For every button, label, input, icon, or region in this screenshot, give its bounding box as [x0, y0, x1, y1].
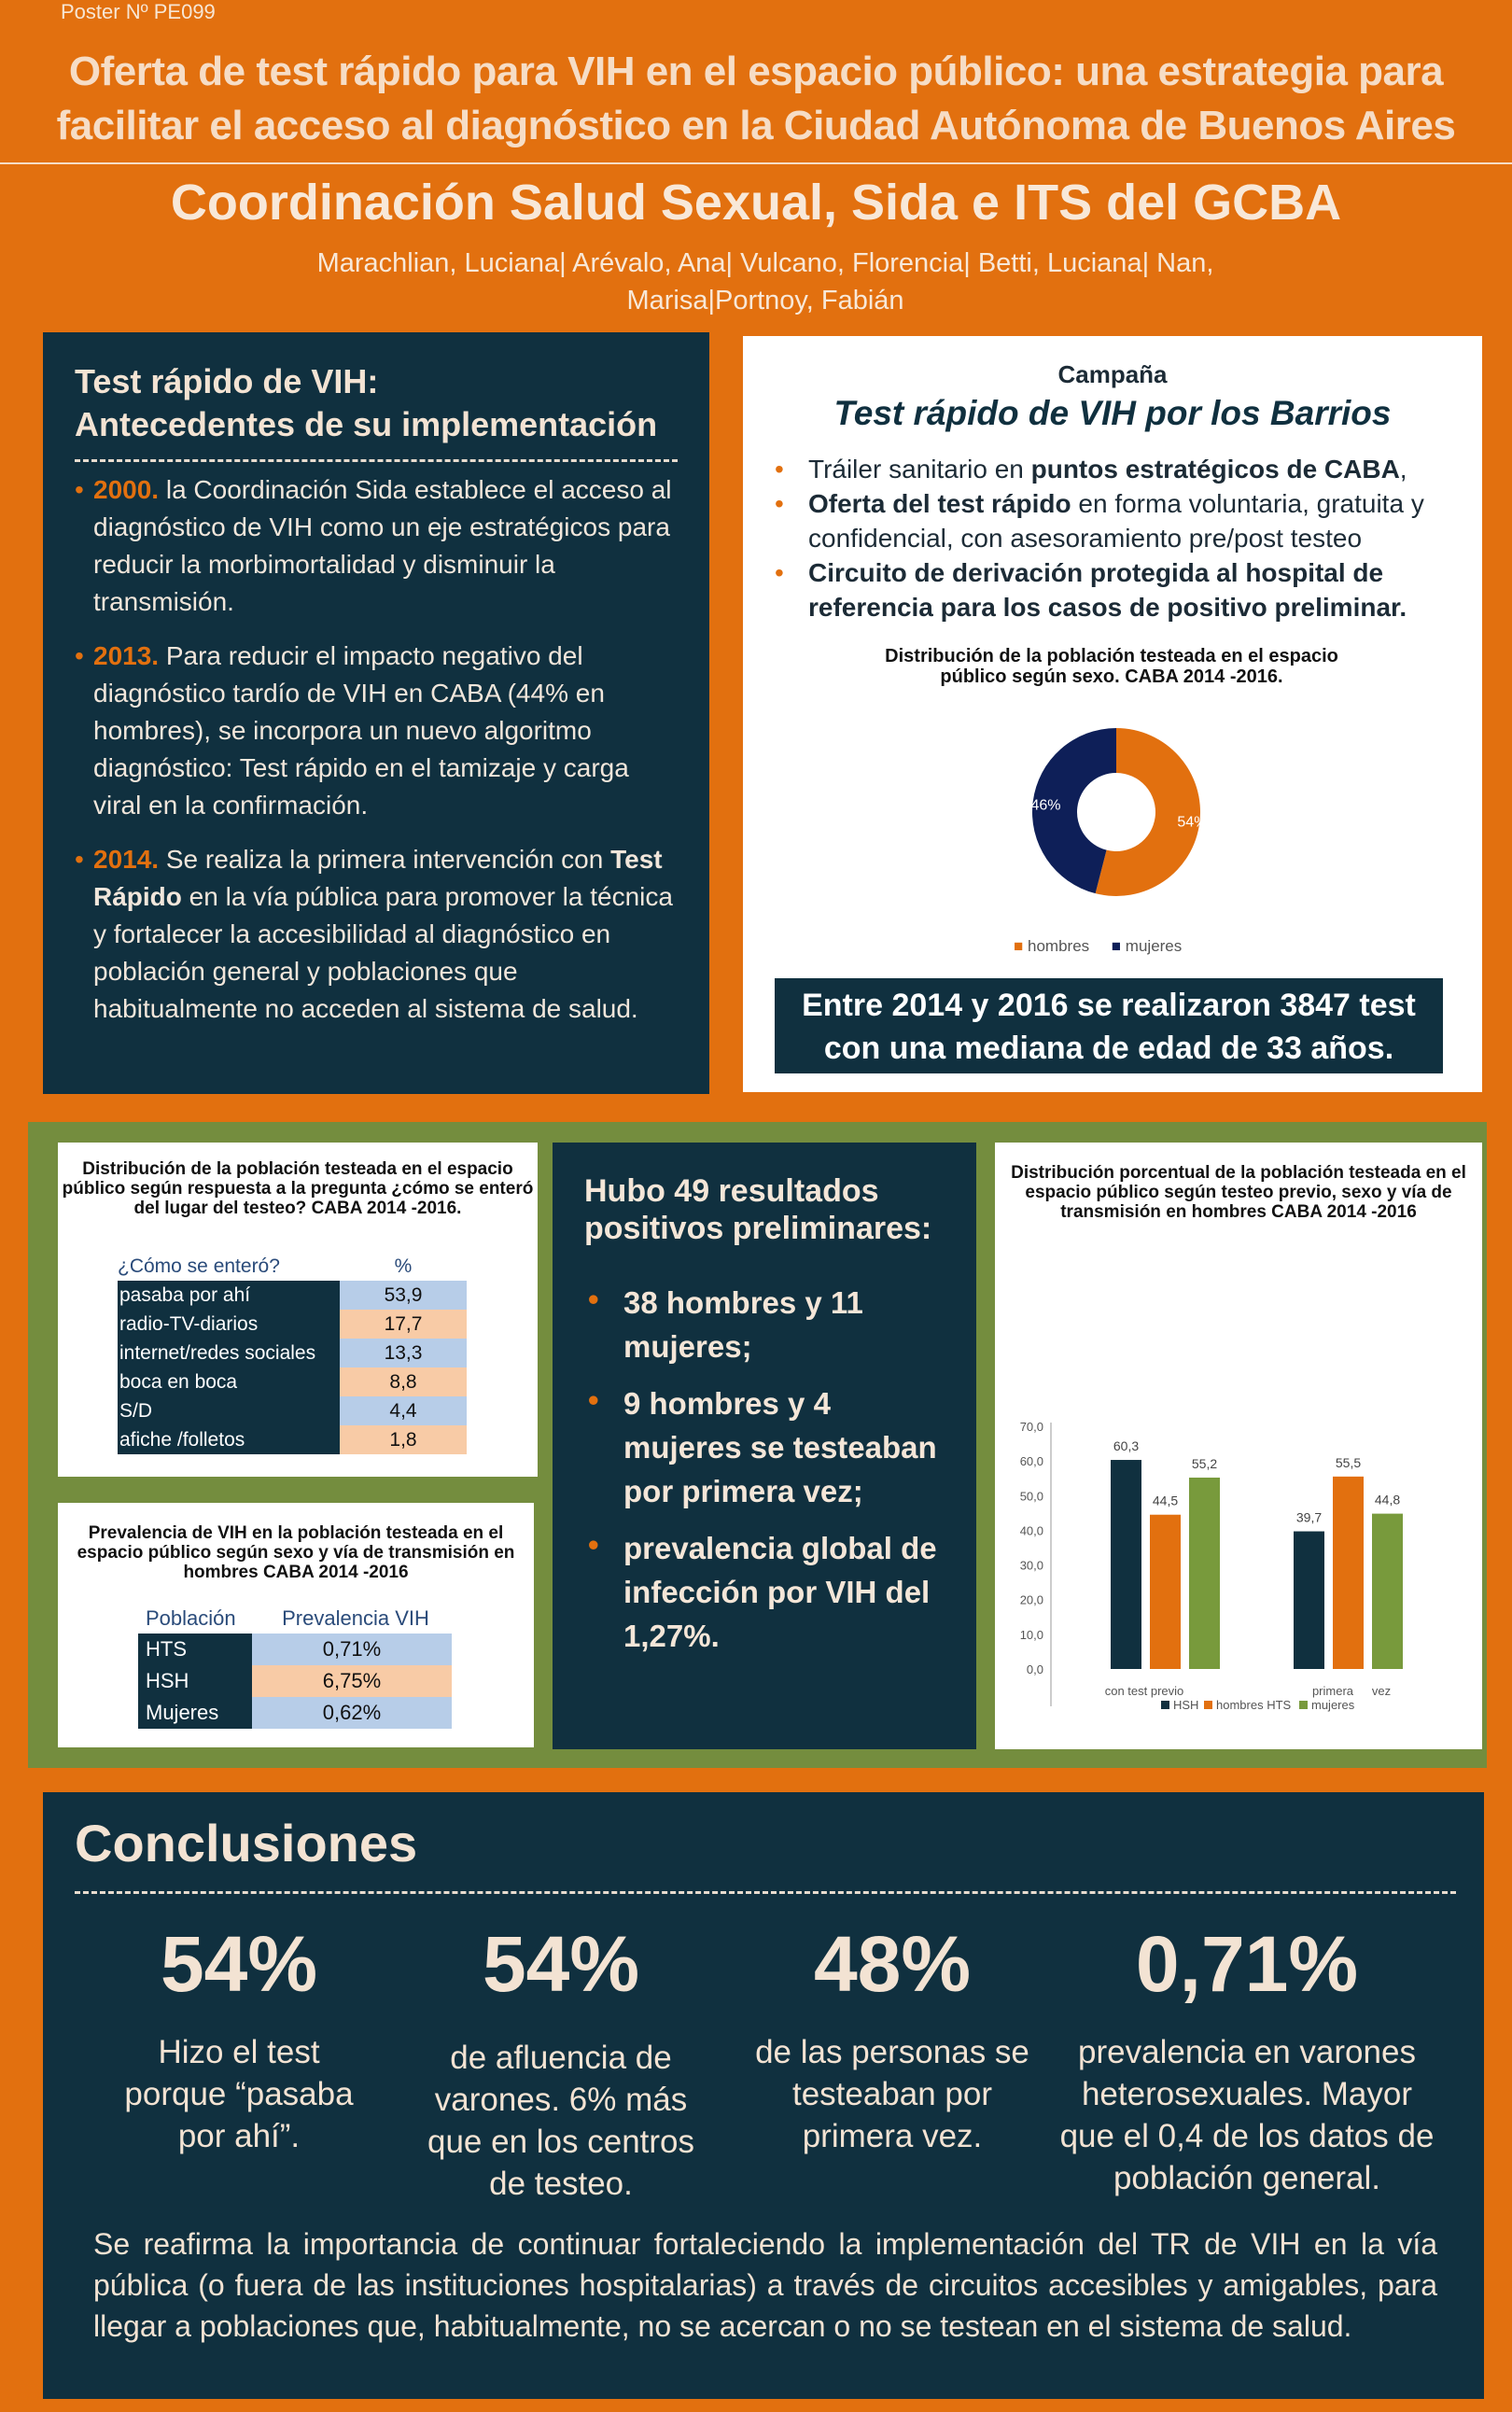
- antecedente-year: 2013.: [93, 641, 160, 670]
- legend-label: hombres HTS: [1216, 1698, 1292, 1712]
- stat-value: 0,71%: [1135, 1920, 1359, 2008]
- x-category-label: vez: [1371, 1684, 1392, 1698]
- campana-panel: [743, 336, 1482, 1092]
- stat-block: [80, 1919, 398, 2157]
- table-row: [118, 1310, 467, 1339]
- table-cell-value: 53,9: [340, 1281, 467, 1310]
- stat-value: 54%: [482, 1920, 640, 2008]
- bar-data-label: 39,7: [1295, 1509, 1323, 1525]
- donut-label-hombres: 54%: [1177, 814, 1208, 831]
- bar-HSH-1: [1294, 1532, 1324, 1669]
- antecedente-year: 2014.: [93, 845, 160, 874]
- donut-legend: [1014, 937, 1238, 956]
- table-cell-label: HTS: [138, 1634, 252, 1665]
- legend-swatch: [1161, 1701, 1169, 1709]
- legend-swatch-mujeres: ■: [1111, 937, 1122, 955]
- antecedentes-title: [75, 360, 678, 446]
- positivos-item: • 38 hombres y 11 mujeres;: [584, 1281, 948, 1368]
- bar-chart-panel: [995, 1143, 1482, 1749]
- table-cell-value: 17,7: [340, 1310, 467, 1339]
- antecedente-text: en la vía pública para promover la técnica y fortalecer la accesibilidad al diagnóstico en población general y poblaciones que habitualmente no acceden al sistema de salud.: [93, 882, 673, 1023]
- prevalencia-panel: [58, 1503, 534, 1747]
- bar-hombres-HTS-1: [1333, 1477, 1364, 1669]
- table-cell-label: Mujeres: [138, 1697, 252, 1729]
- antecedente-text: Para reducir el impacto negativo del diagnóstico tardío de VIH en CABA (44% en hombres), se incorpora un nuevo algoritmo diagnóstico: Test rápido en el tamizaje y carga viral en la confirmación.: [93, 641, 629, 820]
- table-row: [118, 1281, 467, 1310]
- antecedente-text: la Coordinación Sida establece el acceso al diagnóstico de VIH como un eje estratégicos para reducir la morbimortalidad y disminuir la transmisión.: [93, 475, 672, 616]
- campana-summary-box: Entre 2014 y 2016 se realizaron 3847 test con una mediana de edad de 33 años.: [775, 978, 1443, 1073]
- table-row: [118, 1425, 467, 1454]
- stat-text: de las personas se testeaban por primera vez.: [755, 2034, 1029, 2154]
- antecedente-year: 2000.: [93, 475, 160, 504]
- conclusiones-panel: [43, 1792, 1484, 2399]
- donut-chart: [995, 719, 1238, 905]
- table-header: ¿Cómo se enteró?: [118, 1255, 280, 1277]
- y-tick-label: 40,0: [1019, 1523, 1043, 1538]
- prevalencia-title: Prevalencia de VIH en la población testeada en el espacio público según sexo y vía de transmisión en hombres CABA 2014 -2016: [77, 1523, 515, 1582]
- bar-data-label: 55,2: [1191, 1455, 1218, 1471]
- campana-text: en forma voluntaria, gratuita y confidencial, con asesoramiento pre/post testeo: [808, 489, 1424, 553]
- bar-chart-title: Distribución porcentual de la población testeada en el espacio público según testeo previo, sexo y vía de transmisión en hombres CABA 2014 -2016: [1011, 1163, 1466, 1222]
- antecedente-item: [75, 471, 678, 621]
- poster-title: Oferta de test rápido para VIH en el espacio público: una estrategia para facilitar el acceso al diagnóstico en la Ciudad Autónoma de Buenos Aires: [56, 49, 1456, 148]
- stat-text: de afluencia de varones. 6% más que en los centros de testeo.: [427, 2040, 694, 2202]
- authors: Marachlian, Luciana| Arévalo, Ana| Vulcano, Florencia| Betti, Luciana| Nan, Marisa|Portnoy, Fabián: [316, 248, 1214, 316]
- prevalencia-table: [138, 1604, 452, 1729]
- table-cell-label: afiche /folletos: [118, 1425, 340, 1454]
- campana-item: [771, 452, 1462, 486]
- antecedente-bold: Test Rápido: [93, 845, 663, 911]
- y-tick-label: 70,0: [1019, 1420, 1043, 1434]
- stat-text: prevalencia en varones heterosexuales. Mayor que el 0,4 de los datos de población general.: [1059, 2034, 1435, 2196]
- positivos-item: • 9 hombres y 4 mujeres se testeaban por primera vez;: [584, 1381, 948, 1513]
- y-tick-label: 0,0: [1026, 1662, 1043, 1676]
- x-category-label: con test previo: [1104, 1684, 1184, 1698]
- table-header-row: [118, 1253, 467, 1281]
- y-tick-label: 50,0: [1019, 1489, 1043, 1504]
- como-se-entero-table: [118, 1253, 467, 1454]
- table-row: [118, 1396, 467, 1425]
- bar-data-label: 44,8: [1374, 1492, 1401, 1508]
- como-se-entero-panel: [58, 1143, 538, 1477]
- legend-swatch: [1204, 1701, 1212, 1709]
- table-header-row: [138, 1604, 452, 1634]
- table-cell-value: 0,71%: [252, 1634, 452, 1665]
- legend-swatch-hombres: ■: [1014, 937, 1024, 955]
- poster-number: Poster Nº PE099: [61, 0, 216, 23]
- poster-subtitle: Coordinación Salud Sexual, Sida e ITS del GCBA: [170, 175, 1342, 231]
- stat-value: 54%: [160, 1920, 318, 2008]
- table-cell-value: 1,8: [340, 1425, 467, 1454]
- antecedente-item: [75, 841, 678, 1028]
- antecedentes-title-line1: Test rápido de VIH:: [75, 362, 379, 400]
- campana-bold: puntos estratégicos de CABA: [1030, 455, 1400, 484]
- antecedentes-panel: [43, 332, 709, 1094]
- antecedente-item: [75, 638, 678, 824]
- stat-block: [1051, 1919, 1443, 2199]
- bar-mujeres-1: [1372, 1514, 1403, 1669]
- bar-data-label: 44,5: [1152, 1493, 1179, 1508]
- antecedente-text: Se realiza la primera intervención con: [159, 845, 611, 874]
- table-header: Población: [146, 1606, 236, 1630]
- dashed-divider: [75, 459, 678, 462]
- campana-text: Tráiler sanitario en: [808, 455, 1031, 484]
- como-se-entero-title: Distribución de la población testeada en el espacio público según respuesta a la pregunta ¿cómo se enteró del lugar del testeo? CABA 2014 -2016.: [62, 1159, 534, 1218]
- table-cell-value: 8,8: [340, 1367, 467, 1396]
- table-cell-value: 6,75%: [252, 1665, 452, 1697]
- positivos-panel: [553, 1143, 976, 1749]
- x-category-label: primera: [1311, 1684, 1354, 1698]
- stat-block: [752, 1919, 1032, 2157]
- conclusiones-final-text: Se reafirma la importancia de continuar fortaleciendo la implementación del TR de VIH en la vía pública (o fuera de las instituciones hospitalarias) a través de circuitos accesibles y amigables, para llegar a poblaciones que, habitualmente, no se acercan o no se testean en el sistema de salud.: [93, 2227, 1437, 2343]
- dashed-divider: [75, 1891, 1456, 1894]
- table-cell-label: S/D: [118, 1396, 340, 1425]
- table-cell-label: pasaba por ahí: [118, 1281, 340, 1310]
- table-row: [138, 1665, 452, 1697]
- legend-label-hombres: hombres: [1028, 937, 1090, 955]
- bar-HSH-0: [1111, 1460, 1141, 1669]
- y-tick-label: 20,0: [1019, 1592, 1043, 1607]
- positivos-item: • prevalencia global de infección por VIH del 1,27%.: [584, 1526, 948, 1658]
- table-header: %: [394, 1255, 413, 1277]
- campana-list: [771, 452, 1462, 624]
- table-cell-label: boca en boca: [118, 1367, 340, 1396]
- campana-kicker: Campaña: [1057, 360, 1168, 388]
- table-cell-label: radio-TV-diarios: [118, 1310, 340, 1339]
- y-tick-label: 60,0: [1019, 1454, 1043, 1469]
- positivos-title: Hubo 49 resultados positivos preliminares:: [584, 1173, 932, 1246]
- legend-swatch: [1299, 1701, 1308, 1709]
- title-divider: [0, 162, 1512, 164]
- campana-title: Test rápido de VIH por los Barrios: [833, 394, 1392, 432]
- legend-label: mujeres: [1311, 1698, 1355, 1712]
- table-cell-label: HSH: [138, 1665, 252, 1697]
- antecedentes-title-line2: Antecedentes de su implementación: [75, 405, 658, 443]
- donut-chart-title: Distribución de la población testeada en el espacio público según sexo. CABA 2014 -2016.: [885, 646, 1338, 687]
- campana-text: ,: [1399, 455, 1407, 484]
- campana-bold: Circuito de derivación protegida al hospital de referencia para los casos de positivo preliminar.: [808, 558, 1407, 622]
- y-tick-label: 10,0: [1019, 1627, 1043, 1642]
- bar-chart: [995, 1143, 1482, 1749]
- y-tick-label: 30,0: [1019, 1558, 1043, 1573]
- table-row: [138, 1697, 452, 1729]
- table-cell-value: 13,3: [340, 1339, 467, 1367]
- stat-block: [407, 1919, 715, 2205]
- stat-value: 48%: [813, 1920, 972, 2008]
- table-row: [118, 1339, 467, 1367]
- bar-mujeres-0: [1189, 1478, 1220, 1669]
- table-row: [138, 1634, 452, 1665]
- campana-bold: Oferta del test rápido: [808, 489, 1071, 518]
- legend-label-mujeres: mujeres: [1125, 937, 1183, 955]
- table-cell-value: 0,62%: [252, 1697, 452, 1729]
- legend-label: HSH: [1173, 1698, 1199, 1712]
- table-row: [118, 1367, 467, 1396]
- donut-label-mujeres: 46%: [1030, 797, 1061, 814]
- table-cell-value: 4,4: [340, 1396, 467, 1425]
- stat-text: Hizo el test porque “pasaba por ahí”.: [124, 2034, 354, 2154]
- bar-hombres-HTS-0: [1150, 1515, 1181, 1669]
- bar-data-label: 55,5: [1335, 1454, 1362, 1470]
- table-header: Prevalencia VIH: [282, 1606, 429, 1630]
- table-cell-label: internet/redes sociales: [118, 1339, 340, 1367]
- campana-item: [771, 555, 1462, 624]
- bar-data-label: 60,3: [1113, 1438, 1140, 1454]
- conclusiones-title: Conclusiones: [75, 1814, 418, 1872]
- campana-item: [771, 486, 1462, 555]
